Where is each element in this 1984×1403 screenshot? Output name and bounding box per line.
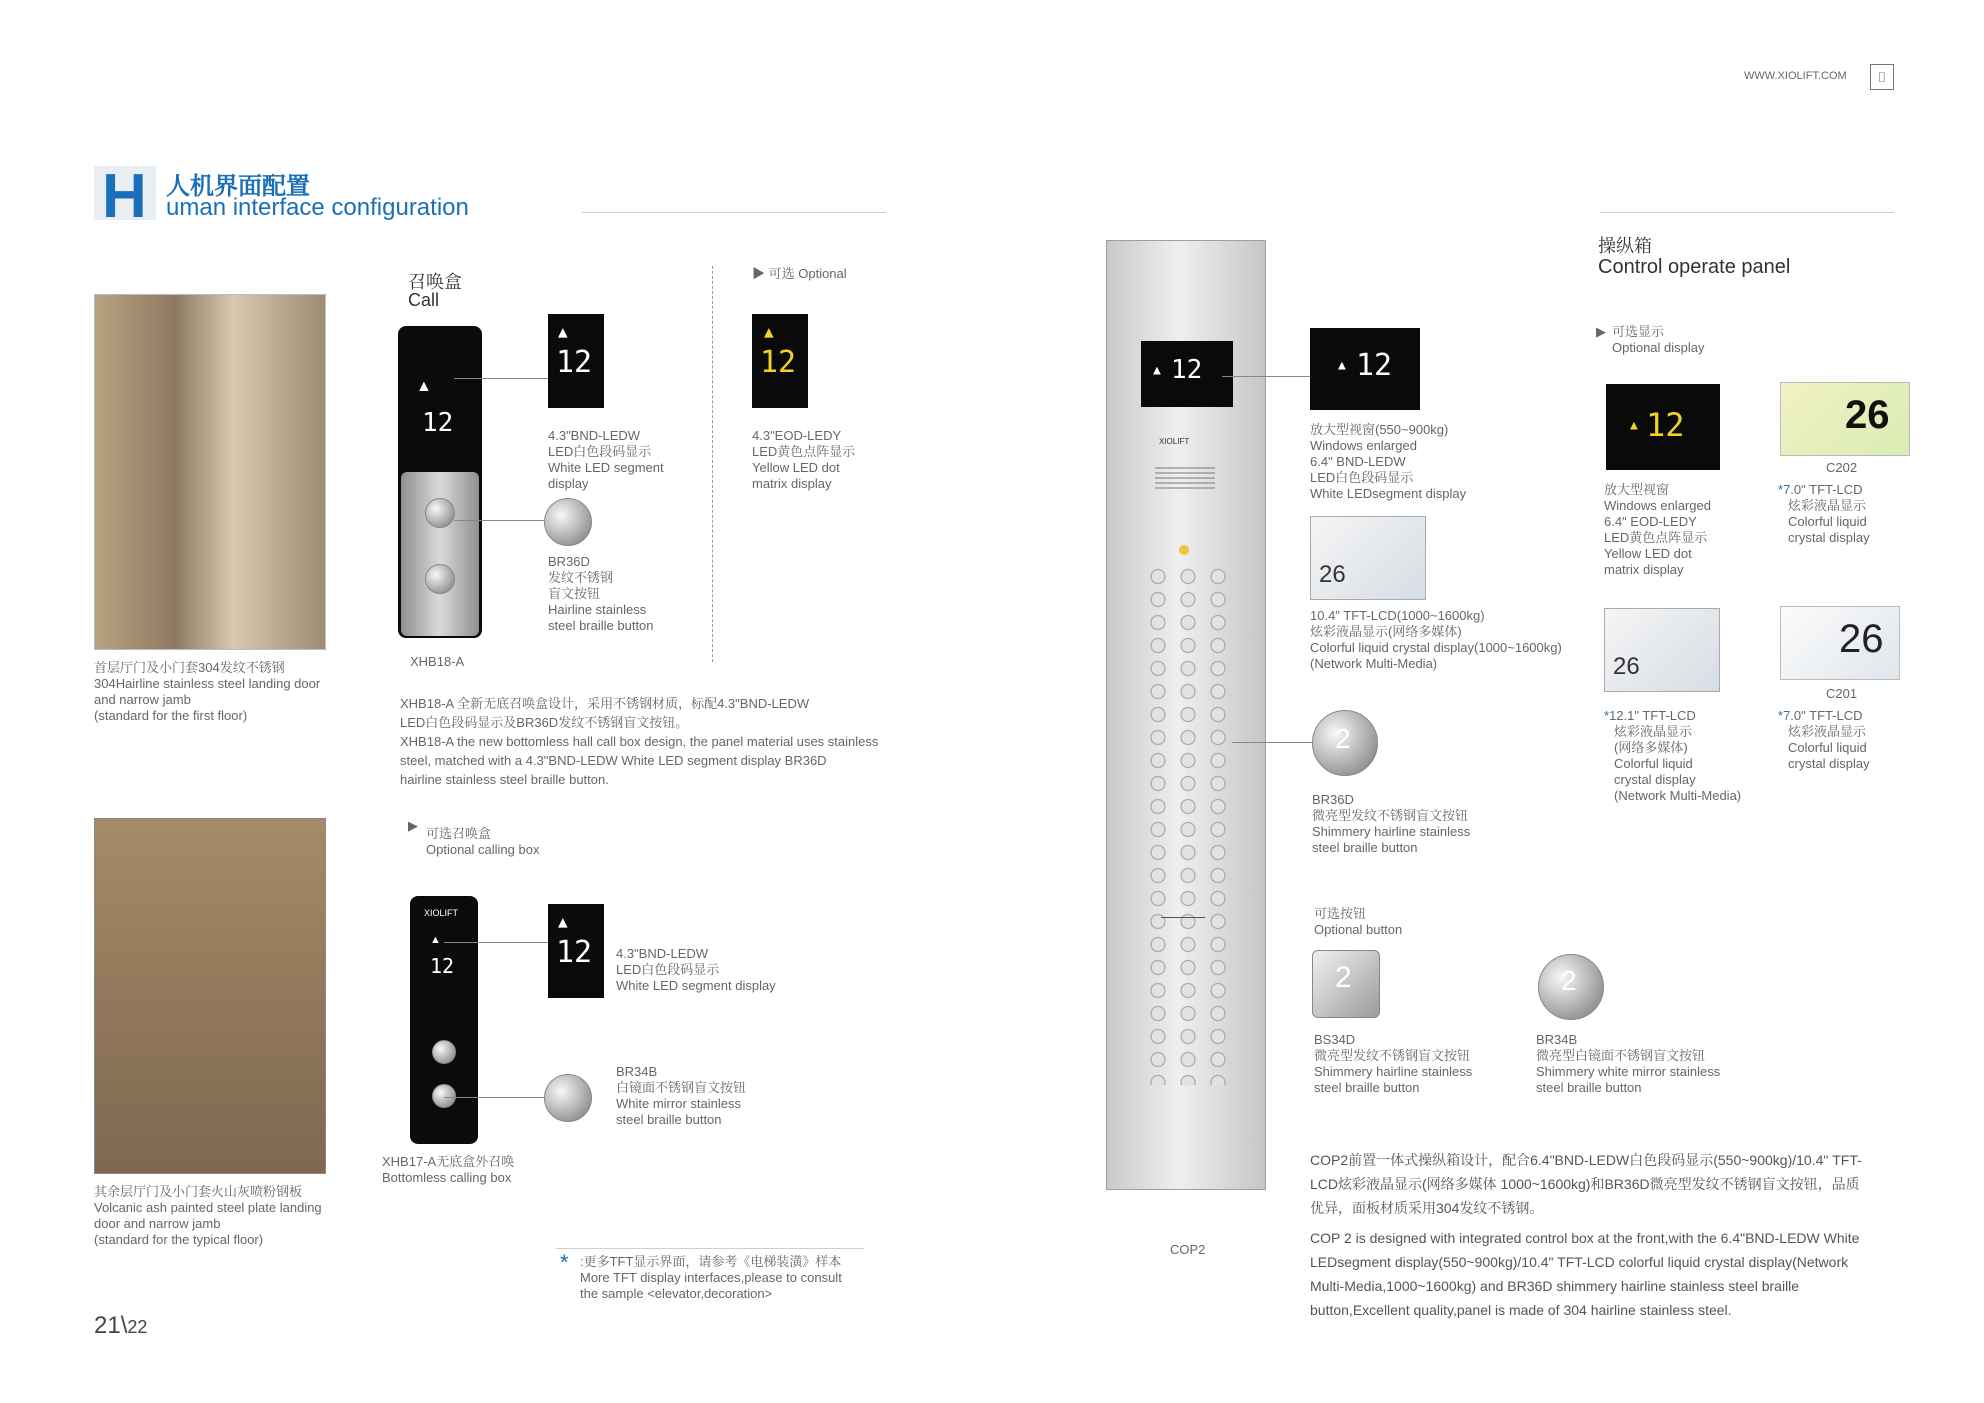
- opt-disp-caption: 4.3"BND-LEDW LED白色段码显示 White LED segment display: [616, 946, 776, 993]
- arrow-up-icon: ▲: [430, 934, 441, 946]
- leader-line: [444, 942, 548, 943]
- call-title-en: Call: [408, 290, 440, 310]
- note-rule: [556, 1248, 864, 1249]
- arrow-up-icon: ▲: [558, 322, 568, 341]
- play-icon: ▶: [1596, 324, 1606, 339]
- xhb17-floor-display: 12: [430, 954, 455, 978]
- panel-brand: XIOLIFT: [424, 908, 459, 918]
- optional-display-label: 可选显示 Optional display: [1612, 324, 1705, 355]
- br36d-button-image: [544, 498, 592, 546]
- arrow-up-icon: ▲: [764, 322, 774, 341]
- leader-line: [1222, 376, 1310, 377]
- call-title-cn: 召唤盒: [408, 272, 462, 292]
- up-call-button[interactable]: [425, 498, 455, 528]
- br34b-caption: BR34B 白镜面不锈钢盲文按钮 White mirror stainless steel braille button: [616, 1064, 747, 1127]
- br36d-cop-caption: BR36D 微亮型发纹不锈钢盲文按钮 Shimmery hairline stainless steel braille button: [1312, 792, 1471, 855]
- note-text: :更多TFT显示界面，请参考《电梯装潢》样本 More TFT display interfaces,please to consult the sample <elevator,decoration>: [580, 1254, 842, 1301]
- cop-main-display-image: ▲ 12: [1310, 328, 1420, 410]
- star-icon: *: [1604, 708, 1610, 723]
- note-star-icon: *: [560, 1250, 569, 1275]
- play-icon: ▶: [408, 818, 418, 833]
- leader-line: [444, 1097, 544, 1098]
- br34b-cop-button-image: 2: [1538, 954, 1604, 1020]
- opt3-caption: *12.1" TFT-LCD 炫彩液晶显示 (网络多媒体) Colorful liquid crystal display (Network Multi-Media): [1604, 708, 1742, 803]
- xhb18-floor-display: 12: [422, 408, 454, 438]
- floor-button-matrix[interactable]: [1143, 565, 1233, 1085]
- door-photo-typical-floor: [94, 818, 326, 1174]
- key-switch: [1161, 917, 1205, 918]
- door-photo-first-floor: [94, 294, 326, 650]
- c202-image: 26: [1780, 382, 1910, 456]
- optional-button-label: 可选按钮 Optional button: [1314, 906, 1403, 937]
- c202-caption: *7.0" TFT-LCD 炫彩液晶显示 Colorful liquid crystal display: [1778, 482, 1870, 545]
- section-title-en: uman interface configuration: [166, 194, 469, 221]
- optional-calling-box-label: 可选召唤盒 Optional calling box: [426, 826, 540, 857]
- arrow-up-icon: ▲: [1630, 418, 1638, 433]
- xhb18-button-plate: [401, 472, 479, 636]
- play-icon: ▶: [752, 266, 769, 281]
- xhb17-a-panel: [410, 896, 478, 1144]
- disp1-caption: 4.3"BND-LEDW LED白色段码显示 White LED segment display: [548, 428, 664, 491]
- disp1-value: 12: [556, 345, 593, 380]
- br36d-cop-button-image: 2: [1312, 710, 1378, 776]
- call-description: XHB18-A 全新无底召唤盒设计，采用不锈钢材质，标配4.3"BND-LEDW LED白色段码显示及BR36D发纹不锈钢盲文按钮。 XHB18-A the new bottomless hall call box design, the panel material uses stainless steel, matched with a 4.3"BND-LEDW White LED segment display BR36D hairline stainless steel braille button.: [400, 696, 879, 787]
- bs34d-button-image: 2: [1312, 950, 1380, 1018]
- c202-model: C202: [1826, 460, 1858, 475]
- leader-line: [454, 378, 548, 379]
- disp2-image: [752, 314, 808, 408]
- cop-description: COP2前置一体式操纵箱设计，配合6.4"BND-LEDW白色段码显示(550~900kg)/10.4" TFT- LCD炫彩液晶显示(网络多媒体 1000~1600kg)和BR36D微亮型发纹不锈钢盲文按钮，品质 优异，面板材质采用304发纹不锈钢。 COP 2 is designed with integrated control box at the front,with the 6.4"BND-LEDW White LEDsegment display(550~900kg)/10.4" TFT-LCD colorful liquid crystal display(Network Multi-Media,1000~1600kg) and BR36D shimmery hairline stainless steel braille button,Excellent quality,panel is made of 304 hairline stainless steel.: [1310, 1152, 1862, 1318]
- opt-disp-value: 12: [556, 935, 593, 970]
- tft-10-image: 26: [1310, 516, 1426, 600]
- star-icon: *: [1778, 482, 1784, 497]
- leader-line: [1232, 742, 1312, 743]
- section-title-cn: 人机界面配置: [166, 173, 310, 200]
- br34b-button-image: [544, 1074, 592, 1122]
- indicator-light: [1179, 545, 1189, 555]
- arrow-up-icon: ▲: [1153, 363, 1161, 378]
- bs34d-caption: BS34D 微亮型发纹不锈钢盲文按钮 Shimmery hairline stainless steel braille button: [1314, 1032, 1473, 1095]
- leader-line: [454, 520, 544, 521]
- disp2-caption: 4.3"EOD-LEDY LED黄色点阵显示 Yellow LED dot matrix display: [752, 428, 856, 491]
- website-url[interactable]: WWW.XIOLIFT.COM: [1744, 70, 1847, 82]
- br36d-caption: BR36D 发纹不锈钢 盲文按钮 Hairline stainless steel braille button: [548, 554, 654, 633]
- xhb17-caption: XHB17-A无底盒外召唤 Bottomless calling box: [382, 1154, 515, 1185]
- disp1-image: [548, 314, 604, 408]
- opt3-image: 26: [1604, 608, 1720, 692]
- br34b-cop-caption: BR34B 微亮型白镜面不锈钢盲文按钮 Shimmery white mirror stainless steel braille button: [1536, 1032, 1721, 1095]
- section-letter: H: [102, 162, 147, 231]
- cop-main-display-caption: 放大型视窗(550~900kg) Windows enlarged 6.4" BND-LEDW LED白色段码显示 White LEDsegment display: [1310, 422, 1467, 501]
- down-call-button[interactable]: [425, 564, 455, 594]
- dashed-divider: [712, 266, 713, 662]
- disp2-value: 12: [760, 345, 797, 380]
- cop-label: COP2: [1170, 1242, 1206, 1257]
- cop-display: ▲ 12: [1141, 341, 1233, 407]
- cop-brand: XIOLIFT: [1159, 437, 1190, 446]
- cop-title-en: Control operate panel: [1598, 256, 1791, 278]
- opt-disp-image: [548, 904, 604, 998]
- speaker-grille: [1155, 467, 1215, 489]
- opt1-caption: 放大型视窗 Windows enlarged 6.4" EOD-LEDY LED黄色点阵显示 Yellow LED dot matrix display: [1604, 482, 1711, 577]
- xhb18-a-panel: [398, 326, 482, 638]
- arrow-up-icon: ▲: [558, 912, 568, 931]
- brand-logo-icon: ⌷: [1870, 64, 1894, 90]
- title-rule-left: [582, 212, 886, 213]
- star-icon: *: [1778, 708, 1784, 723]
- c201-caption: *7.0" TFT-LCD 炫彩液晶显示 Colorful liquid crystal display: [1778, 708, 1870, 771]
- arrow-up-icon: ▲: [1338, 358, 1346, 373]
- door-caption-2: 其余层厅门及小门套火山灰喷粉钢板 Volcanic ash painted steel plate landing door and narrow jamb (standard for the typical floor): [94, 1184, 322, 1247]
- up-call-button[interactable]: [432, 1040, 456, 1064]
- down-call-button[interactable]: [432, 1084, 456, 1108]
- opt1-image: ▲ 12: [1606, 384, 1720, 470]
- optional-label: ▶ 可选 Optional: [752, 266, 847, 281]
- tft-10-caption: 10.4" TFT-LCD(1000~1600kg) 炫彩液晶显示(网络多媒体) Colorful liquid crystal display(1000~1600kg) (Network Multi-Media): [1310, 608, 1562, 671]
- cop-title-cn: 操纵箱: [1598, 236, 1652, 256]
- cop2-panel: [1106, 240, 1266, 1190]
- call-model: XHB18-A: [410, 654, 465, 669]
- c201-model: C201: [1826, 686, 1858, 701]
- door-caption-1: 首层厅门及小门套304发纹不锈钢 304Hairline stainless steel landing door and narrow jamb (standard for the first floor): [94, 660, 321, 723]
- arrow-up-icon: ▲: [416, 378, 432, 395]
- title-rule-right: [1600, 212, 1894, 213]
- c201-image: 26: [1780, 606, 1900, 680]
- page-numbers: 21\22: [94, 1312, 148, 1339]
